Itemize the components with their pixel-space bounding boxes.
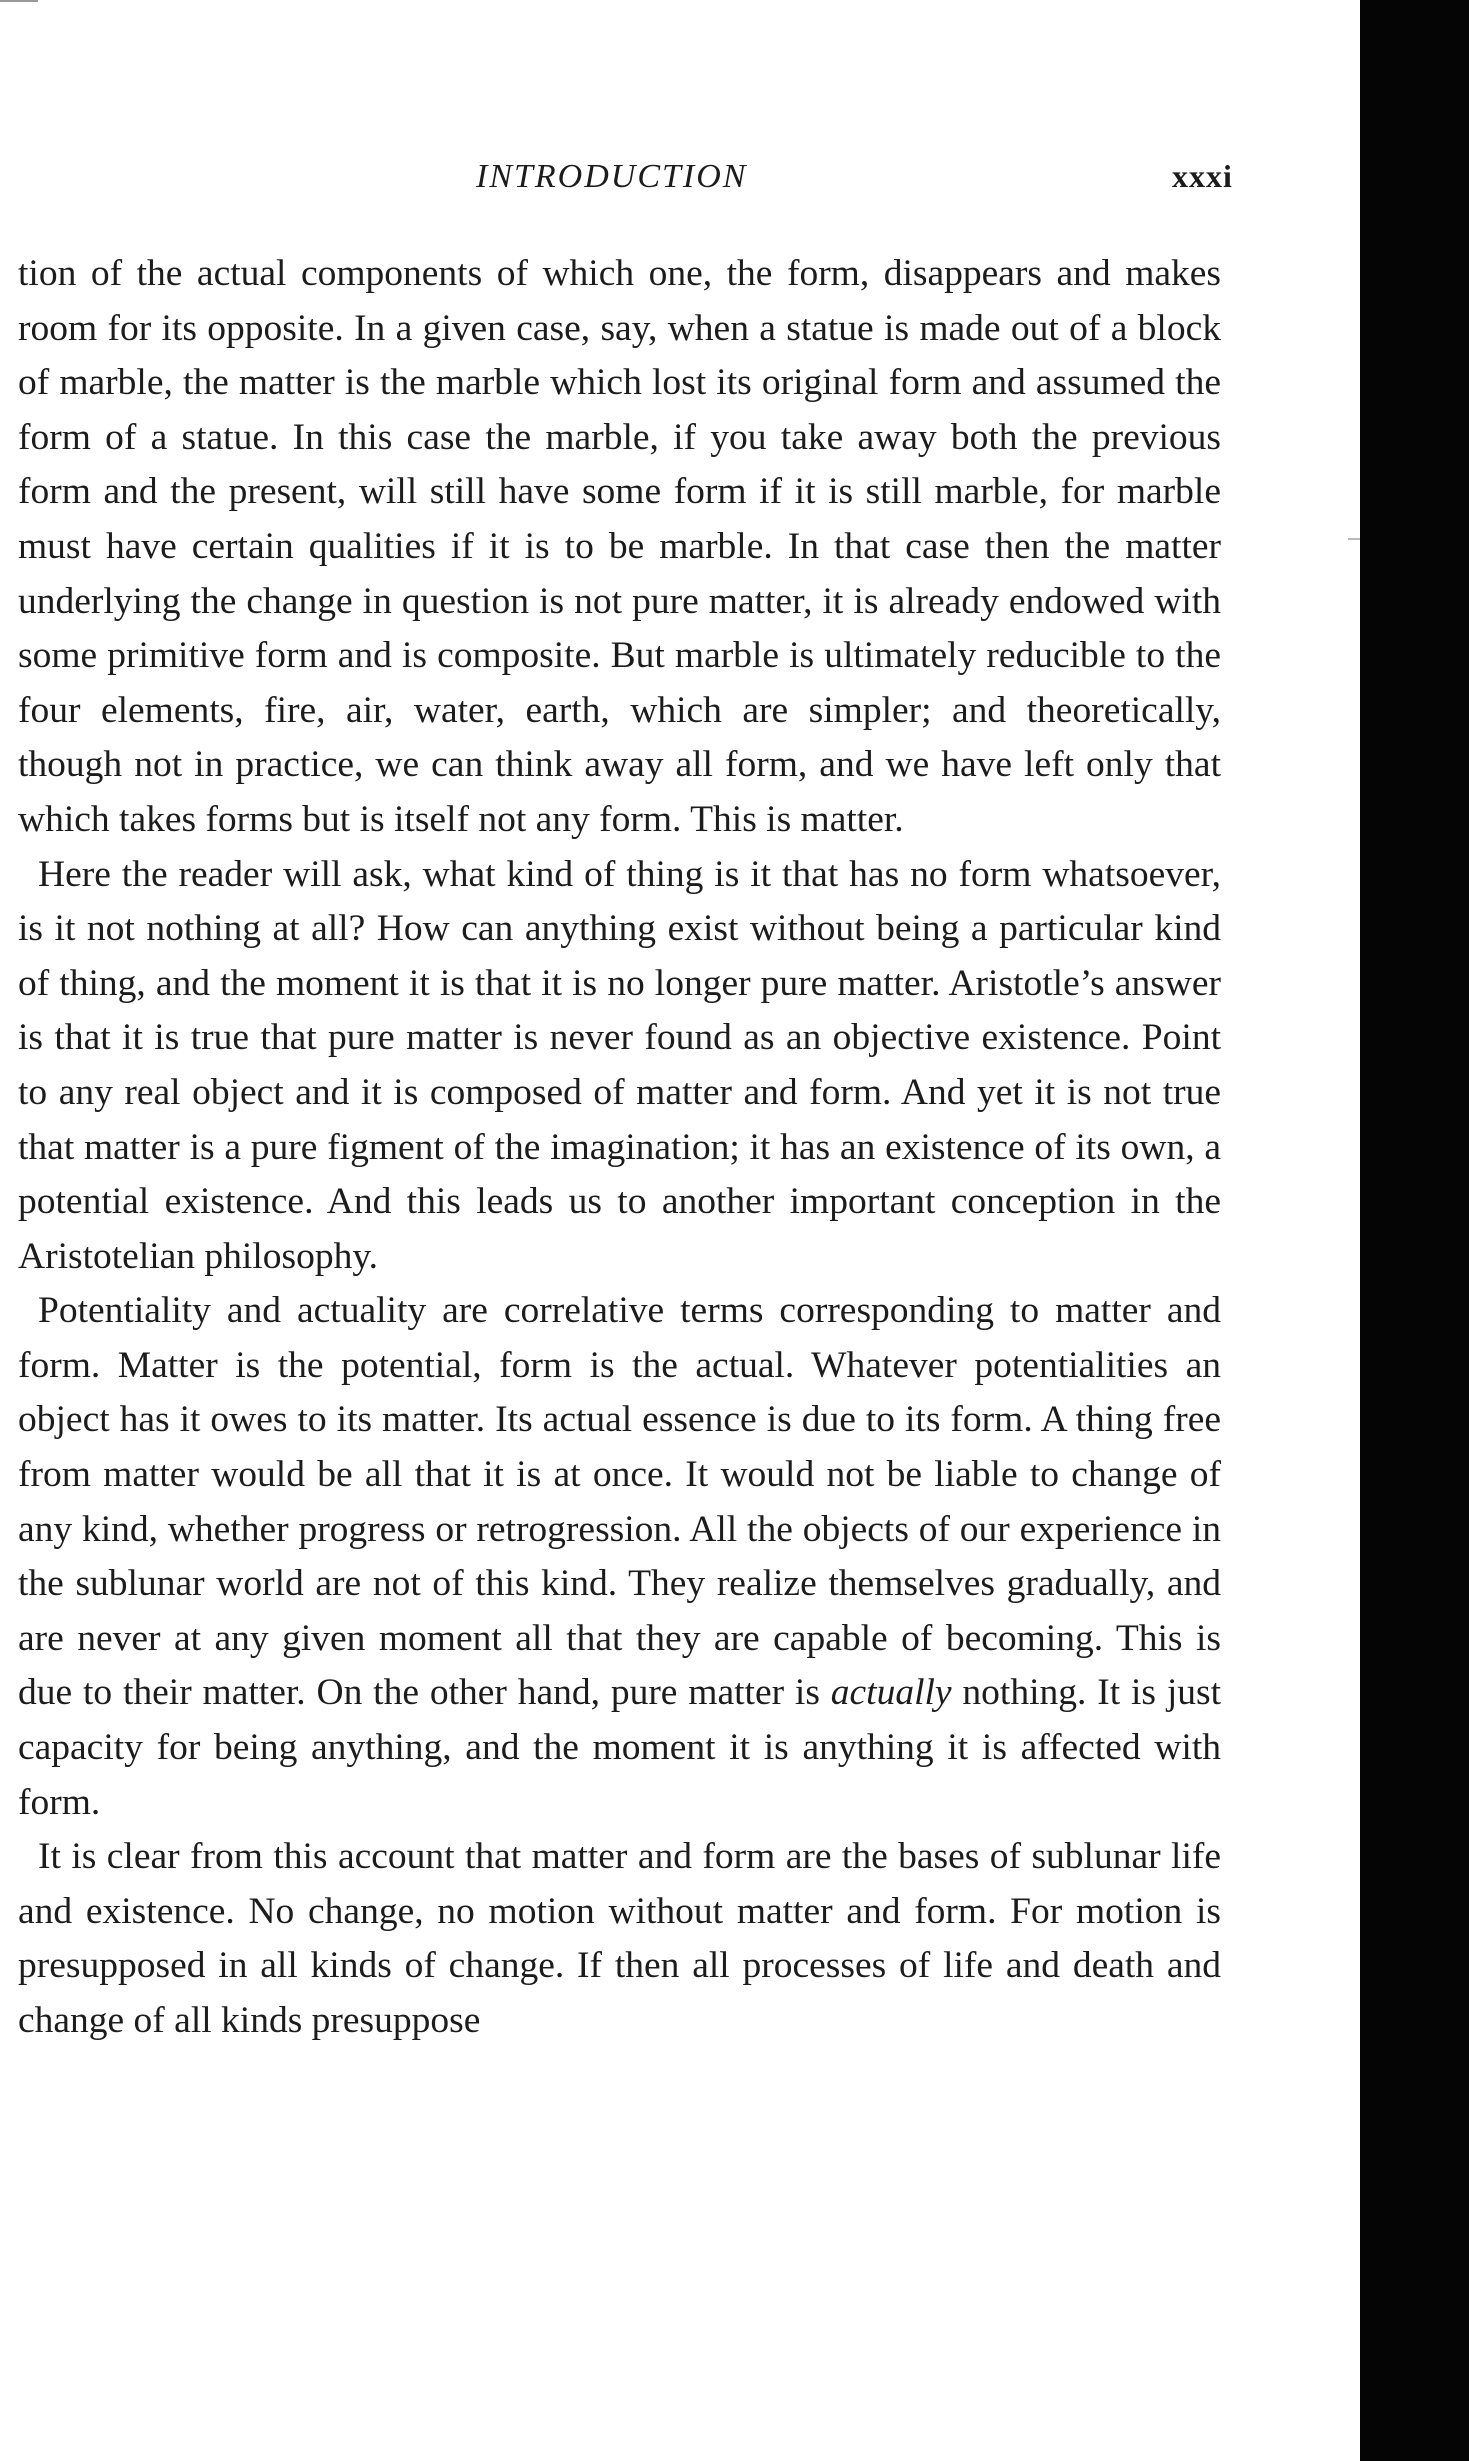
running-head: INTRODUCTION: [476, 158, 748, 195]
paragraph-3: [18, 1284, 1221, 1830]
emphasis-word: actually: [830, 1672, 952, 1714]
page-number: xxxi: [1172, 158, 1233, 194]
paragraph-2: Here the reader will ask, what kind of thing is it that has no form whatsoever, is it not nothing at all? How can anything exist without being a particular kind of thing, and the moment it is that it is no longer pure matter. Aristotle’s answer is that it is true that pure matter is never found as an objective existence. Point to any real object and it is composed of matter and form. And yet it is not true that matter is a pure figment of the imagination; it has an existence of its own, a potential existence. And this leads us to another important conception in the Aristotelian philosophy.: [18, 853, 1221, 1277]
paragraph-1: tion of the actual components of which one, the form, disappears and makes room for its opposite. In a given case, say, when a statue is made out of a block of marble, the matter is the marble which lost its original form and assumed the form of a statue. In this case the marble, if you take away both the previous form and the present, will still have some form if it is still marble, for marble must have certain qualities if it is to be marble. In that case then the matter underlying the change in question is not pure matter, it is already endowed with some primitive form and is composite. But marble is ultimately reducible to the four elements, fire, air, water, earth, which are simpler; and theoretically, though not in practice, we can think away all form, and we have left only that which takes forms but is itself not any form. This is matter.: [18, 253, 1221, 840]
scan-dark-border: [1360, 0, 1469, 2461]
page-header: [18, 158, 1233, 206]
scan-edge-mark: [0, 0, 38, 2]
paragraph-4: It is clear from this account that matter and form are the bases of sublunar life and existence. No change, no motion without matter and form. For motion is presupposed in all kinds of change. If then all processes of life and death and change of all kinds presuppose: [18, 1836, 1221, 2041]
body-text: [18, 247, 1221, 2049]
paragraph-3-text-after: nothing. It is just capacity for being anything, and the moment it is anything it is affected with form.: [18, 1672, 1222, 1823]
scan-margin-mark: [1348, 538, 1360, 540]
paragraph-3-text-before: Potentiality and actuality are correlative terms corresponding to matter and form. Matter is the potential, form is the actual. Whatever potentialities an object has it owes to its matter. Its actual essence is due to its form. A thing free from matter would be all that it is at once. It would not be liable to change of any kind, whether progress or retrogression. All the objects of our experience in the sublunar world are not of this kind. They realize themselves gradually, and are never at any given moment all that they are capable of becoming. This is due to their matter. On the other hand, pure matter is: [18, 1290, 1221, 1714]
